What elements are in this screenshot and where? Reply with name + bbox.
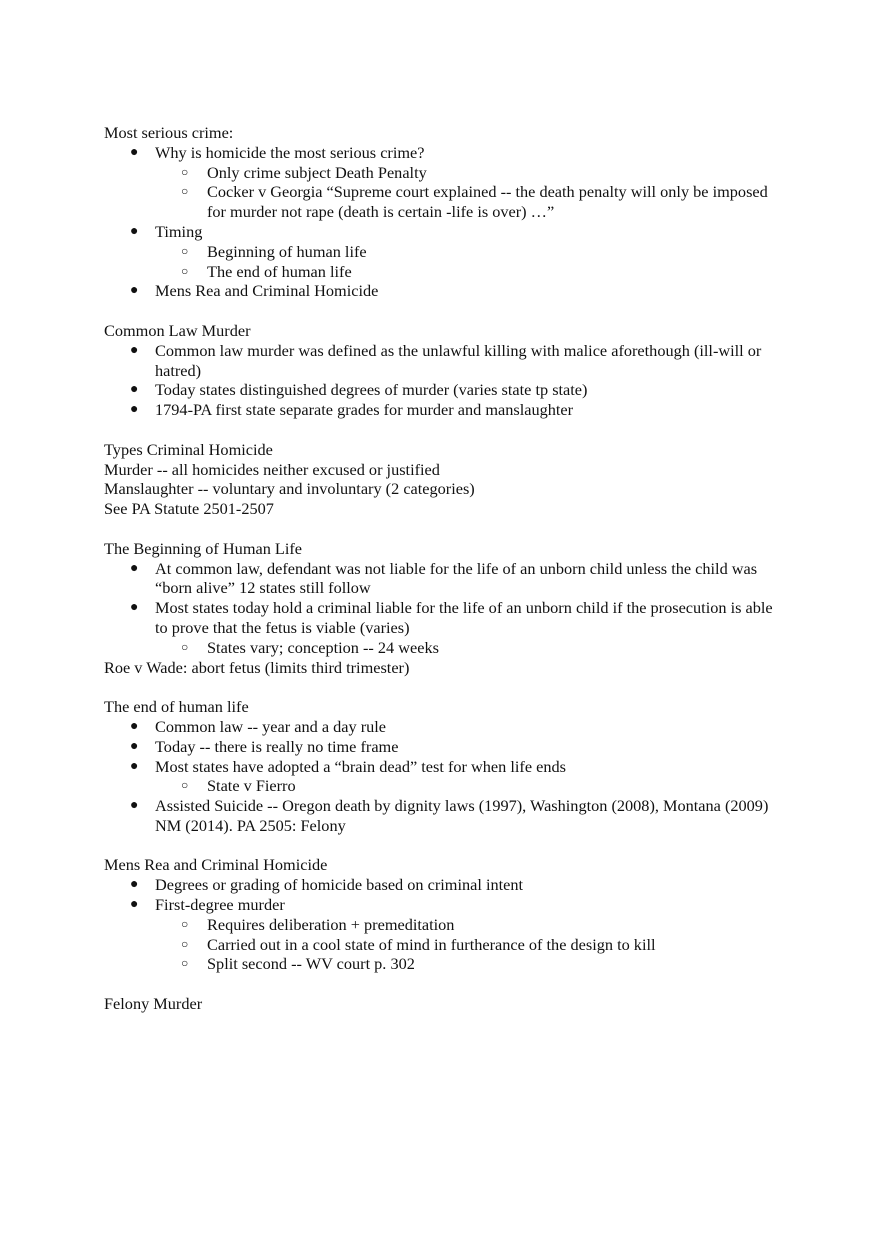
filled-bullet-icon: ● (130, 600, 139, 616)
hollow-bullet-icon: ○ (181, 936, 189, 951)
text-line: See PA Statute 2501-2507 (104, 499, 274, 519)
sub-list-item (104, 163, 774, 183)
section-heading: Most serious crime: (104, 123, 234, 142)
hollow-bullet-icon: ○ (181, 778, 189, 793)
list-item (104, 559, 774, 599)
list-item-text: Carried out in a cool state of mind in furtherance of the design to kill (207, 934, 656, 954)
list-item (104, 400, 774, 420)
text-line: Roe v Wade: abort fetus (limits third trimester) (104, 657, 410, 677)
list-item (104, 222, 774, 242)
list-item-text: Beginning of human life (207, 241, 367, 261)
hollow-bullet-icon: ○ (181, 916, 189, 931)
list-item-text: Mens Rea and Criminal Homicide (155, 281, 379, 301)
filled-bullet-icon: ● (130, 342, 139, 358)
filled-bullet-icon: ● (130, 897, 139, 913)
list-item (104, 757, 774, 777)
sub-list-item (104, 262, 774, 282)
hollow-bullet-icon: ○ (181, 243, 189, 258)
sub-list-item (104, 242, 774, 262)
section (104, 321, 774, 420)
list-item-text: Why is homicide the most serious crime? (155, 142, 425, 162)
list-item-text: States vary; conception -- 24 weeks (207, 637, 439, 657)
list-item (104, 875, 774, 895)
hollow-bullet-icon: ○ (181, 639, 189, 654)
section (104, 440, 774, 519)
section-heading: Types Criminal Homicide (104, 439, 273, 459)
sub-list-item (104, 776, 774, 796)
hollow-bullet-icon: ○ (181, 184, 189, 199)
filled-bullet-icon: ● (130, 223, 139, 239)
list-item-text: First-degree murder (155, 895, 285, 915)
list-item-text: Cocker v Georgia “Supreme court explained -- the death penalty will only be imposed for murder not rape (death is certain -life is over) …” (207, 182, 768, 222)
hollow-bullet-icon: ○ (181, 164, 189, 179)
section-heading: The end of human life (104, 697, 249, 717)
list-item (104, 341, 774, 381)
filled-bullet-icon: ● (130, 560, 139, 576)
list-item (104, 737, 774, 757)
list-item-text: State v Fierro (207, 776, 296, 796)
list-item-text: Assisted Suicide -- Oregon death by dignity laws (1997), Washington (2008), Montana (2009) NM (2014). PA 2505: Felony (155, 796, 769, 835)
list-item-text: Timing (155, 221, 203, 241)
list-item-text: Only crime subject Death Penalty (207, 162, 427, 182)
list-item-text: Requires deliberation + premeditation (207, 914, 455, 934)
section-heading: The Beginning of Human Life (104, 538, 303, 558)
bullet-list (104, 143, 774, 301)
sub-list-item (104, 638, 774, 658)
filled-bullet-icon: ● (130, 718, 139, 734)
list-item-text: Common law murder was defined as the unlawful killing with malice aforethough (ill-will or hatred) (155, 340, 762, 380)
hollow-bullet-icon: ○ (181, 956, 189, 971)
list-item-text: Today states distinguished degrees of murder (varies state tp state) (155, 380, 588, 400)
sub-list-item (104, 935, 774, 955)
list-item (104, 380, 774, 400)
sub-list-item (104, 954, 774, 974)
list-item (104, 717, 774, 737)
list-item-text: Degrees or grading of homicide based on criminal intent (155, 875, 524, 895)
list-item-text: Most states today hold a criminal liable for the life of an unborn child if the prosecution is able to prove that the fetus is viable (varies) (155, 598, 773, 637)
list-item-text: At common law, defendant was not liable for the life of an unborn child unless the child was “born alive” 12 states still follow (155, 558, 758, 598)
sub-list-item (104, 915, 774, 935)
section-heading: Felony Murder (104, 994, 203, 1014)
list-item (104, 796, 774, 836)
document-body (104, 123, 774, 1034)
list-item (104, 143, 774, 163)
bullet-list (104, 875, 774, 974)
list-item-text: Common law -- year and a day rule (155, 716, 387, 736)
list-item (104, 598, 774, 638)
bullet-list (104, 717, 774, 836)
section-heading: Common Law Murder (104, 320, 251, 340)
list-item-text: Most states have adopted a “brain dead” test for when life ends (155, 756, 566, 776)
text-line: Manslaughter -- voluntary and involuntary (2 categories) (104, 479, 475, 499)
filled-bullet-icon: ● (130, 382, 139, 398)
filled-bullet-icon: ● (130, 758, 139, 774)
text-line: Murder -- all homicides neither excused or justified (104, 459, 440, 479)
section (104, 855, 774, 974)
filled-bullet-icon: ● (130, 144, 139, 160)
section (104, 994, 774, 1014)
hollow-bullet-icon: ○ (181, 263, 189, 278)
filled-bullet-icon: ● (130, 283, 139, 299)
section (104, 123, 774, 301)
list-item-text: The end of human life (207, 261, 352, 281)
bullet-list (104, 559, 774, 658)
list-item-text: Split second -- WV court p. 302 (207, 954, 415, 974)
list-item-text: 1794-PA first state separate grades for murder and manslaughter (155, 400, 574, 420)
list-item (104, 281, 774, 301)
section (104, 697, 774, 836)
list-item (104, 895, 774, 915)
filled-bullet-icon: ● (130, 738, 139, 754)
section-heading: Mens Rea and Criminal Homicide (104, 855, 328, 875)
section (104, 539, 774, 678)
list-item-text: Today -- there is really no time frame (155, 736, 399, 756)
bullet-list (104, 341, 774, 420)
filled-bullet-icon: ● (130, 402, 139, 418)
sub-list-item (104, 182, 774, 222)
filled-bullet-icon: ● (130, 798, 139, 814)
filled-bullet-icon: ● (130, 877, 139, 893)
